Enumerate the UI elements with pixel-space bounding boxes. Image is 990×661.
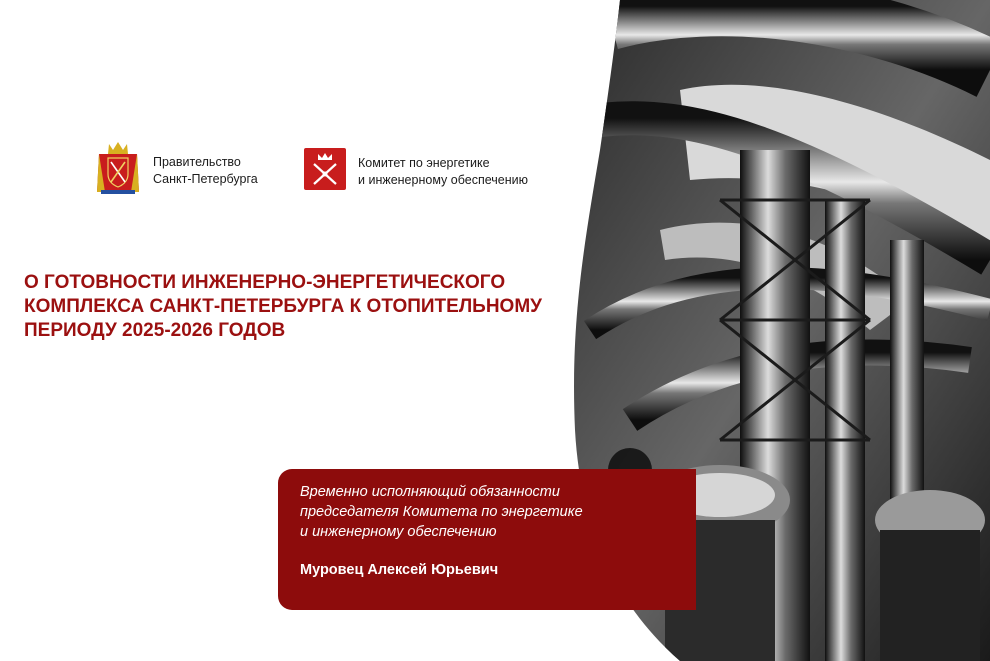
- title-line1: О ГОТОВНОСТИ ИНЖЕНЕРНО-ЭНЕРГЕТИЧЕСКОГО: [24, 272, 506, 293]
- committee-logo: [304, 148, 528, 195]
- speaker-role: [300, 482, 696, 542]
- speaker-role-line3: и инженерному обеспечению: [300, 524, 497, 540]
- page-title: [24, 271, 624, 343]
- speaker-name: Муровец Алексей Юрьевич: [300, 562, 499, 578]
- coat-of-arms-icon: [95, 140, 141, 201]
- speaker-role-line1: Временно исполняющий обязанности: [300, 484, 560, 500]
- title-line3: ПЕРИОДУ 2025-2026 ГОДОВ: [24, 320, 286, 341]
- government-logo: [95, 140, 258, 201]
- committee-emblem-icon: [304, 148, 346, 195]
- committee-logo-line1: Комитет по энергетике: [358, 155, 490, 170]
- gov-logo-line2: Санкт-Петербурга: [153, 171, 258, 186]
- speaker-role-line2: председателя Комитета по энергетике: [300, 504, 583, 520]
- gov-logo-line1: Правительство: [153, 154, 241, 169]
- committee-logo-line2: и инженерному обеспечению: [358, 172, 528, 187]
- title-line2: КОМПЛЕКСА САНКТ-ПЕТЕРБУРГА К ОТОПИТЕЛЬНОМУ: [24, 296, 542, 317]
- speaker-card: [278, 469, 696, 610]
